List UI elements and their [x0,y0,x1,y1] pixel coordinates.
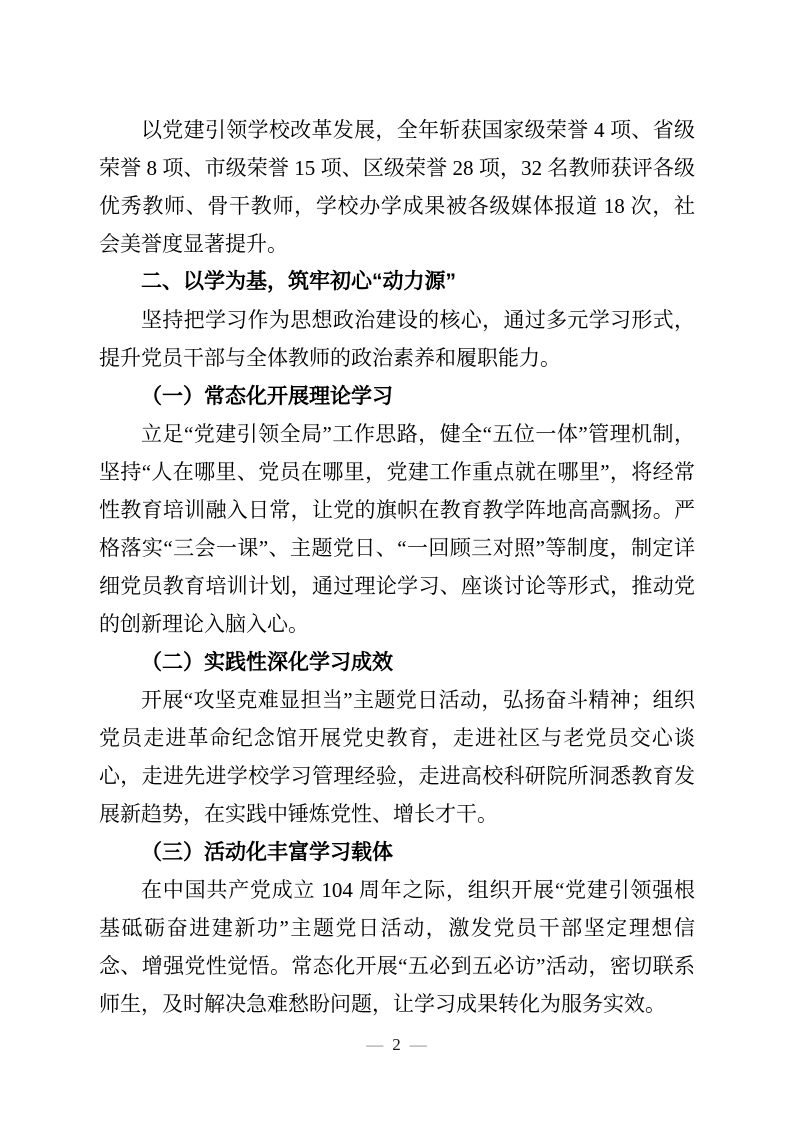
page-number: 2 [392,1035,401,1054]
paragraph-subsection-1: 立足“党建引领全局”工作思路，健全“五位一体”管理机制，坚持“人在哪里、党员在哪里，党建工作重点就在哪里”，将经常性教育培训融入日常，让党的旗帜在教育教学阵地高高飘扬。严格落实“三会一课”、主题党日、“一回顾三对照”等制度，制定详细党员教育培训计划，通过理论学习、座谈讨论等形式，推动党的创新理论入脑入心。 [99,422,695,636]
paragraph-intro-achievements: 以党建引领学校改革发展，全年斩获国家级荣誉 4 项、省级荣誉 8 项、市级荣誉 15 项、区级荣誉 28 项，32 名教师获评各级优秀教师、骨干教师，学校办学成果被各级媒体报道 18 次，社会美誉度显著提升。 [99,118,695,256]
subsection-heading-2: （二）实践性深化学习成效 [141,650,393,674]
subsection-heading-3: （三）活动化丰富学习载体 [141,840,393,864]
paragraph-section2-lead: 坚持把学习作为思想政治建设的核心，通过多元学习形式，提升党员干部与全体教师的政治素养和履职能力。 [99,308,695,370]
paragraph-subsection-3: 在中国共产党成立 104 周年之际，组织开展“党建引领强根基砥砺奋进建新功”主题党日活动，激发党员干部坚定理想信念、增强党性觉悟。常态化开展“五必到五必访”活动，密切联系师生，及时解决急难愁盼问题，让学习成果转化为服务实效。 [99,878,695,1016]
document-body [99,111,695,1023]
subsection-heading-1: （一）常态化开展理论学习 [141,384,393,408]
section-heading-2: 二、以学为基，筑牢初心“动力源” [141,270,456,293]
footer-left-dash: — [366,1035,384,1054]
paragraph-subsection-2: 开展“攻坚克难显担当”主题党日活动，弘扬奋斗精神；组织党员走进革命纪念馆开展党史教育，走进社区与老党员交心谈心，走进先进学校学习管理经验，走进高校科研院所洞悉教育发展新趋势，在实践中锤炼党性、增长才干。 [99,688,695,826]
page-footer [0,1034,793,1056]
footer-right-dash: — [409,1035,427,1054]
